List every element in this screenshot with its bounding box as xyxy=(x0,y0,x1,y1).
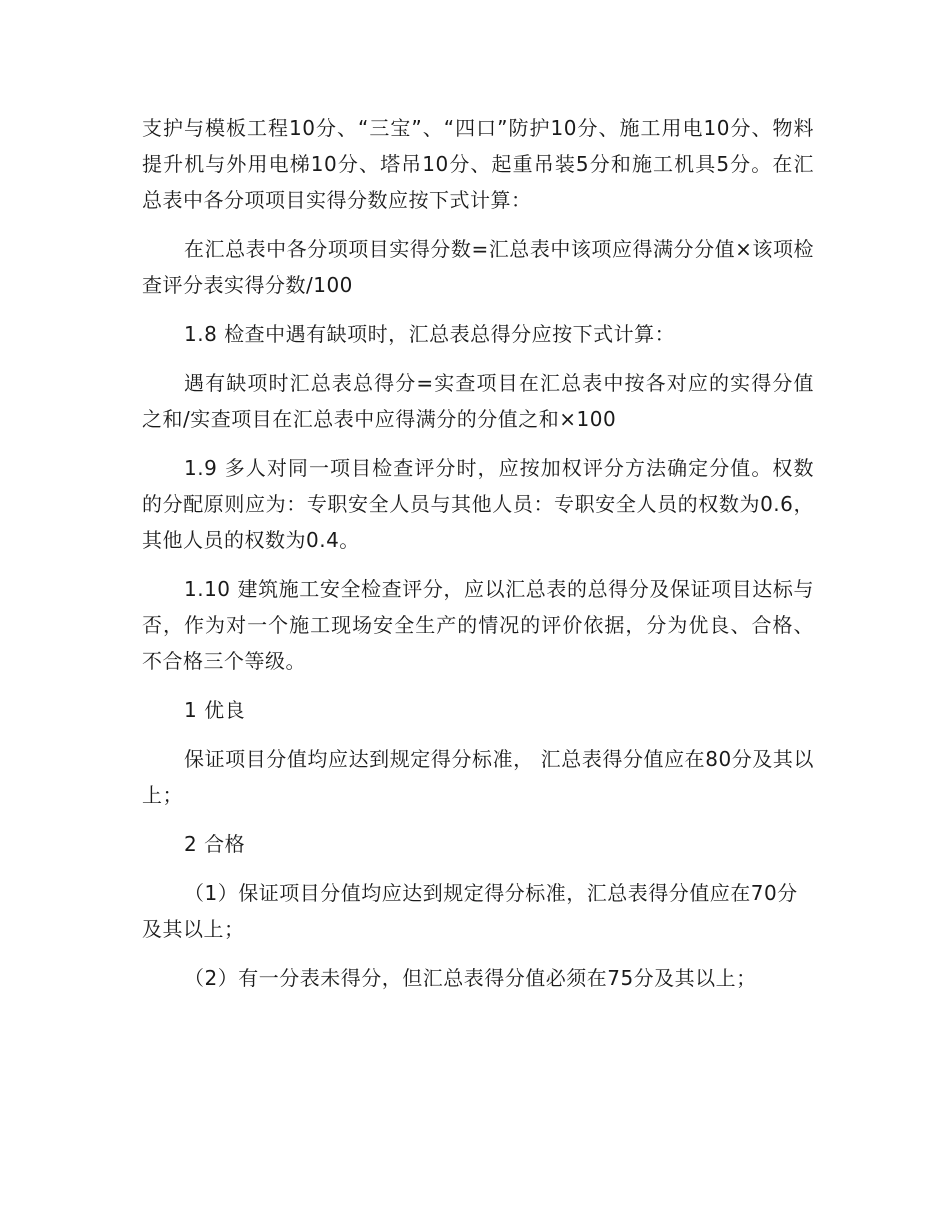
paragraph-scoring-items: 支护与模板工程10分、“三宝”、“四口”防护10分、施工用电10分、物料提升机与外用电梯10分、塔吊10分、起重吊装5分和施工机具5分。在汇总表中各分项项目实得分数应按下式计算： xyxy=(142,116,814,212)
heading-excellent: 1 优良 xyxy=(184,698,246,722)
document-body xyxy=(142,110,814,1009)
list-item-qualified-1: （1）保证项目分值均应达到规定得分标准，汇总表得分值应在70分及其以上； xyxy=(142,881,798,941)
paragraph-section-1-8: 1.8 检查中遇有缺项时，汇总表总得分应按下式计算： xyxy=(184,322,676,346)
heading-qualified: 2 合格 xyxy=(184,832,246,856)
paragraph-section-1-9: 1.9 多人对同一项目检查评分时，应按加权评分方法确定分值。权数的分配原则应为：专职安全人员与其他人员：专职安全人员的权数为0.6，其他人员的权数为0.4。 xyxy=(142,456,814,552)
paragraph-section-1-10: 1.10 建筑施工安全检查评分，应以汇总表的总得分及保证项目达标与否，作为对一个施工现场安全生产的情况的评价依据，分为优良、合格、不合格三个等级。 xyxy=(142,577,814,673)
paragraph-formula-item-score: 在汇总表中各分项项目实得分数=汇总表中该项应得满分分值×该项检查评分表实得分数/100 xyxy=(142,237,814,297)
list-item-qualified-2: （2）有一分表未得分，但汇总表得分值必须在75分及其以上； xyxy=(184,966,757,990)
paragraph-formula-missing-items: 遇有缺项时汇总表总得分=实查项目在汇总表中按各对应的实得分值之和/实查项目在汇总表中应得满分的分值之和×100 xyxy=(142,371,814,431)
paragraph-excellent-criteria: 保证项目分值均应达到规定得分标准， 汇总表得分值应在80分及其以上； xyxy=(142,747,814,807)
